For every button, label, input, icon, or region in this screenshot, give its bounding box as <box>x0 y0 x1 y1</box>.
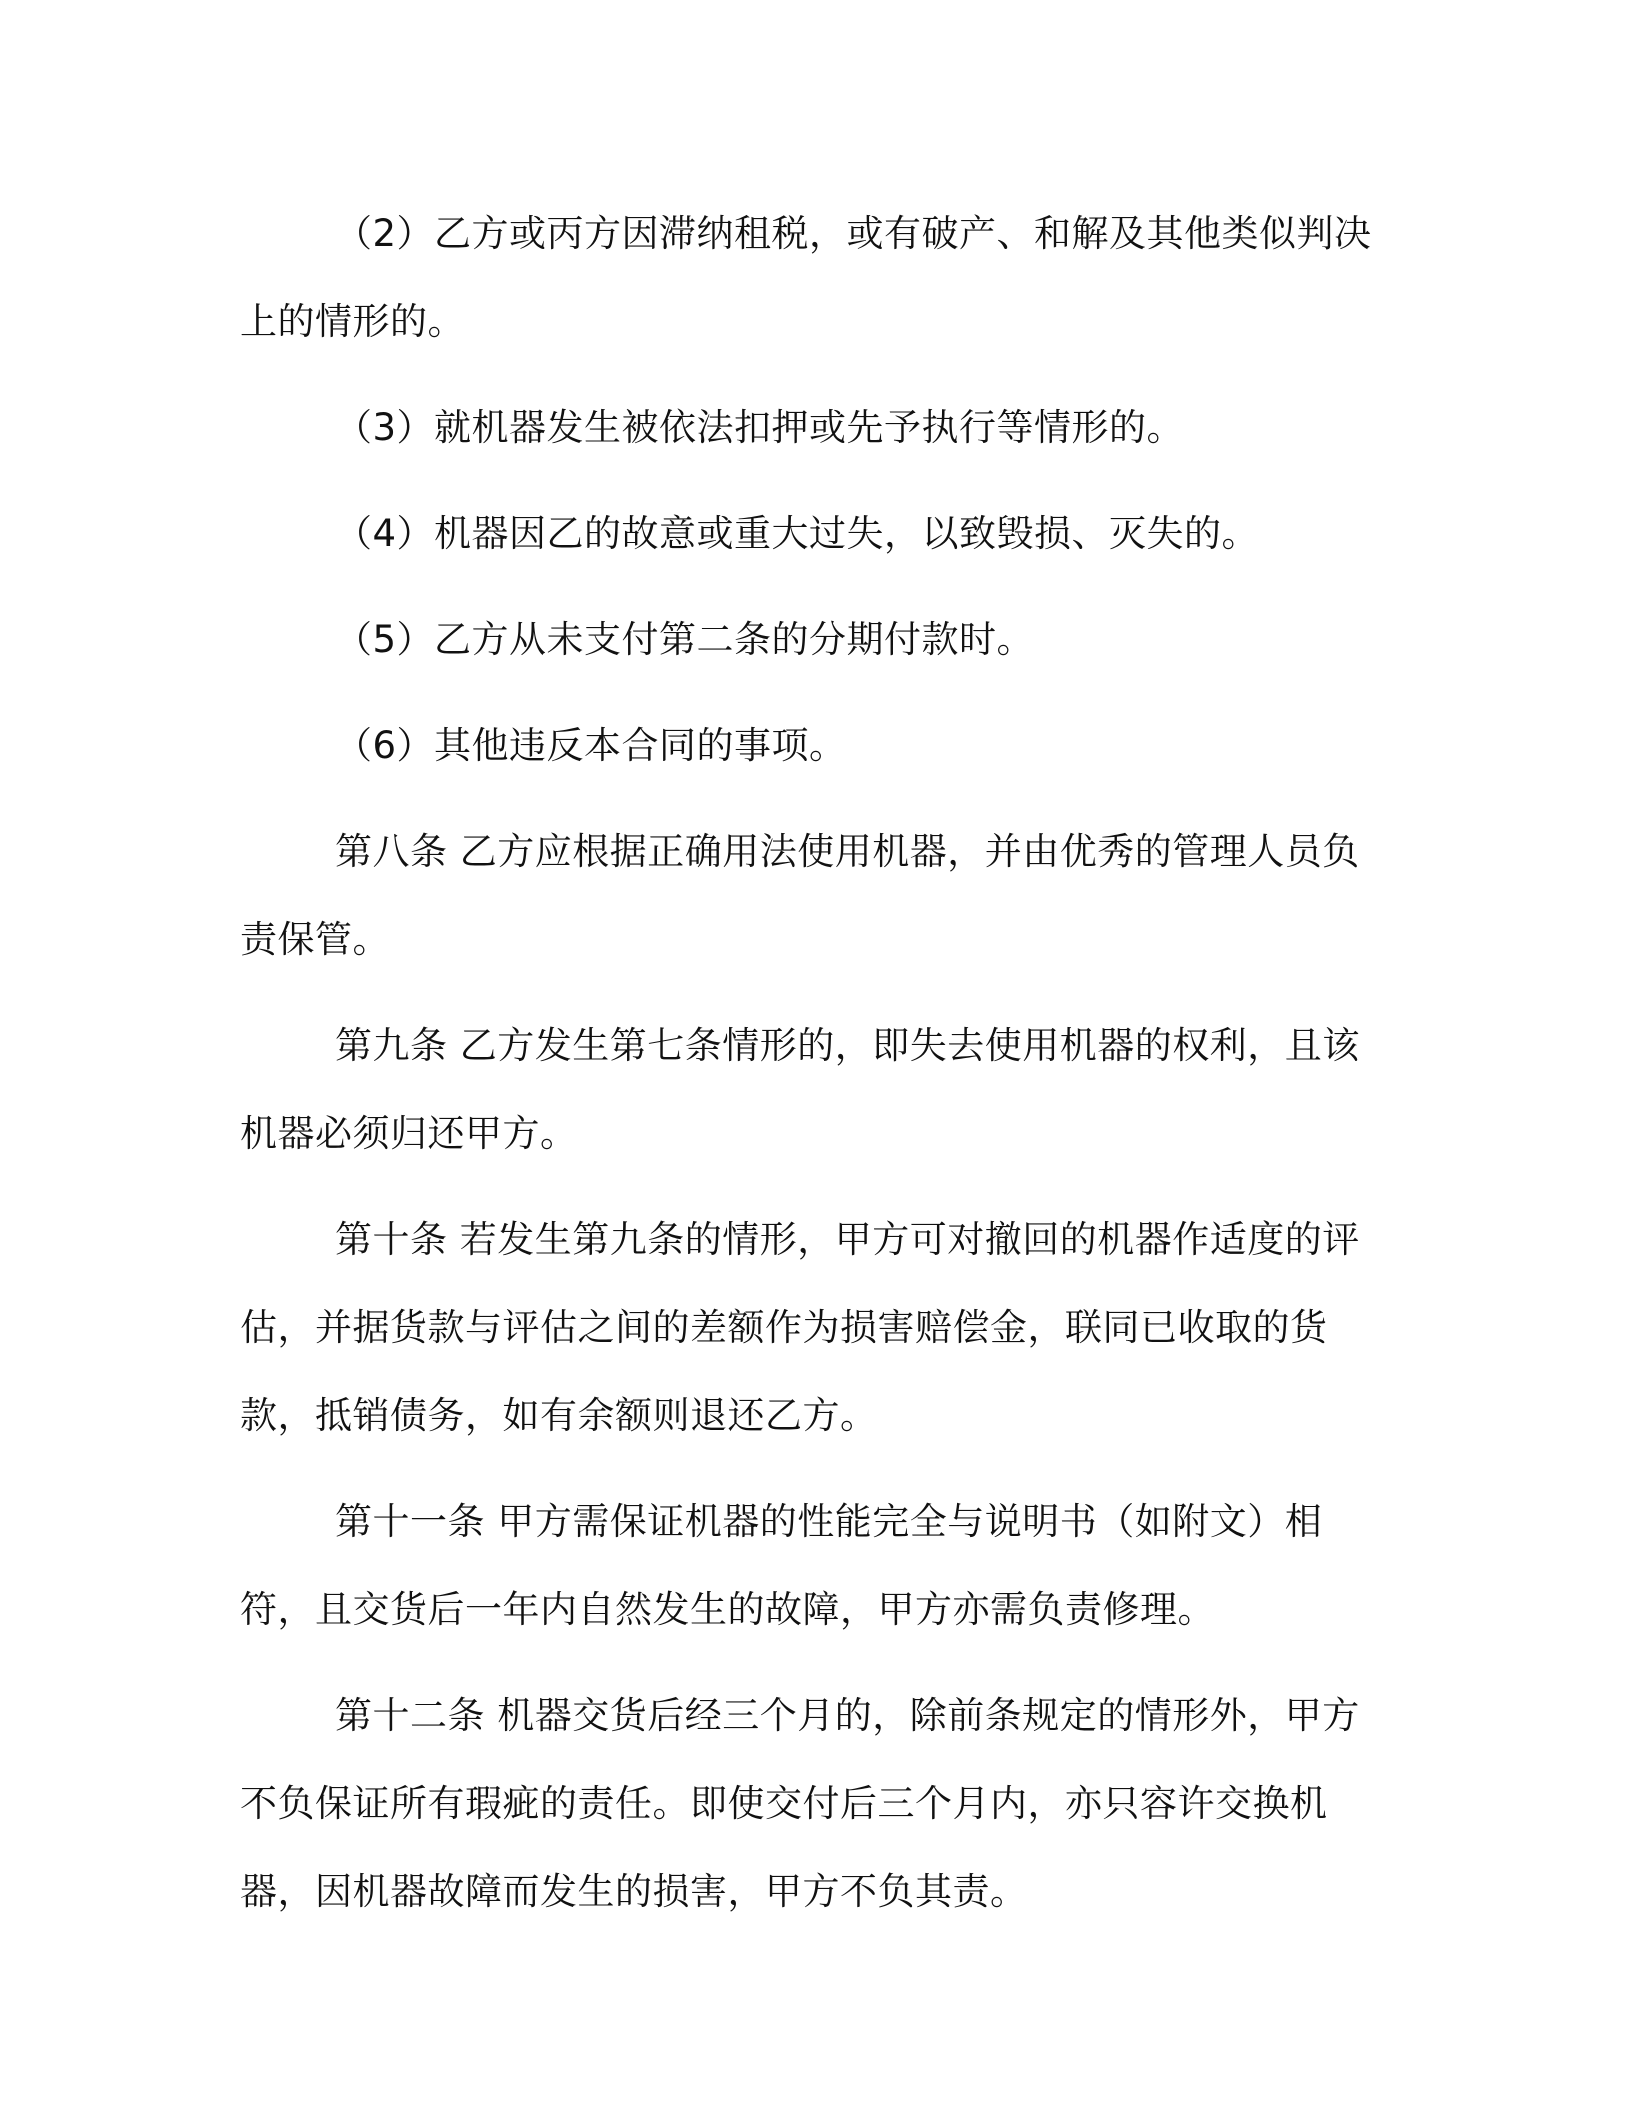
clause-item-6: （6）其他违反本合同的事项。 <box>335 724 847 767</box>
article-9: 第九条 乙方发生第七条情形的，即失去使用机器的权利，且该机器必须归还甲方。 <box>240 1024 1360 1155</box>
clause-item-3: （3）就机器发生被依法扣押或先予执行等情形的。 <box>335 406 1185 449</box>
article-12: 第十二条 机器交货后经三个月的，除前条规定的情形外，甲方不负保证所有瑕疵的责任。即使交付后三个月内，亦只容许交换机器，因机器故障而发生的损害，甲方不负其责。 <box>240 1694 1360 1913</box>
article-10: 第十条 若发生第九条的情形，甲方可对撤回的机器作适度的评估，并据货款与评估之间的差额作为损害赔偿金，联同已收取的货款，抵销债务，如有余额则退还乙方。 <box>240 1218 1360 1437</box>
contract-body <box>240 190 1380 1936</box>
clause-item-4: （4）机器因乙的故意或重大过失，以致毁损、灭失的。 <box>335 512 1260 555</box>
clause-item-5: （5）乙方从未支付第二条的分期付款时。 <box>335 618 1035 661</box>
article-11: 第十一条 甲方需保证机器的性能完全与说明书（如附文）相符，且交货后一年内自然发生的故障，甲方亦需负责修理。 <box>240 1500 1323 1631</box>
clause-item-2: （2）乙方或丙方因滞纳租税，或有破产、和解及其他类似判决上的情形的。 <box>240 212 1372 343</box>
article-8: 第八条 乙方应根据正确用法使用机器，并由优秀的管理人员负责保管。 <box>240 830 1360 961</box>
